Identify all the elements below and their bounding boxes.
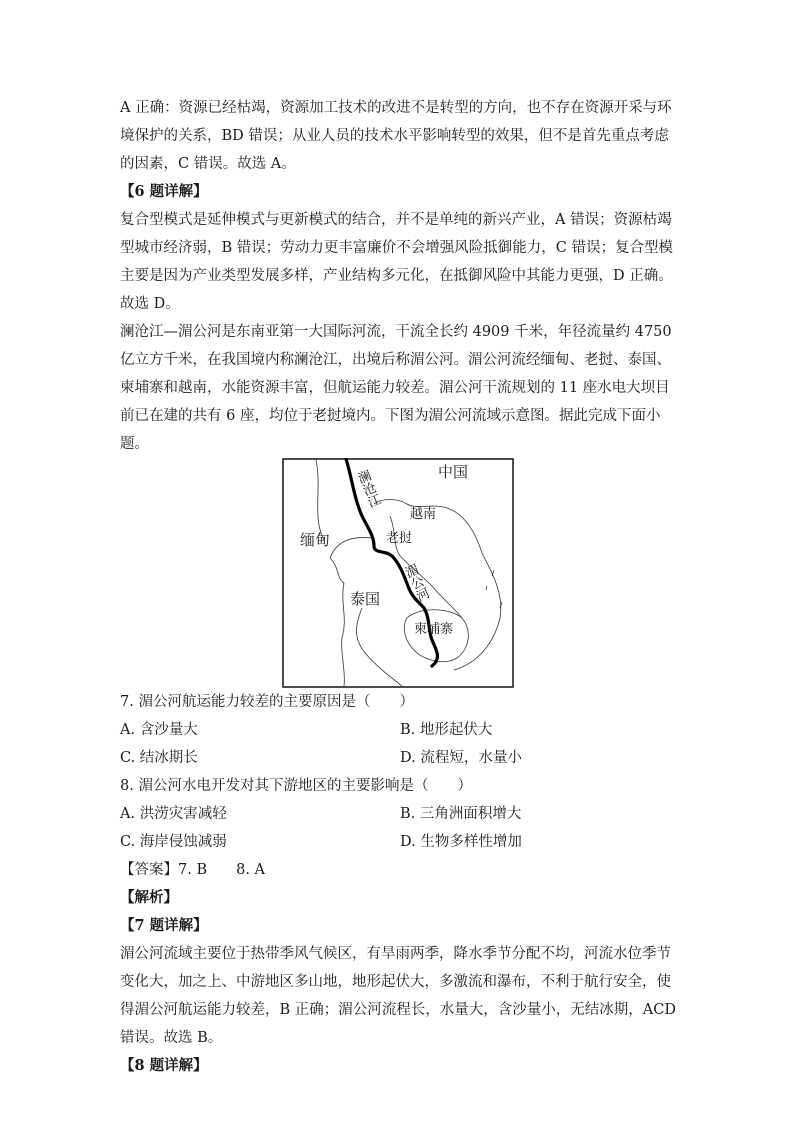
q8-heading: 【8 题详解】 <box>120 1057 208 1074</box>
map-drawing <box>282 458 514 688</box>
analysis-heading: 【解析】 <box>120 889 178 906</box>
label-cambodia: 柬埔寨 <box>414 622 454 637</box>
label-mekong-river: 湄公河 <box>400 562 431 605</box>
label-myanmar: 缅甸 <box>300 531 331 549</box>
label-vietnam: 越南 <box>410 507 437 522</box>
mekong-basin-map <box>282 458 514 688</box>
q7-stem: 7. 湄公河航运能力较差的主要原因是（ ） <box>120 694 414 710</box>
q7-explanation: 湄公河流域主要位于热带季风气候区，有旱雨两季，降水季节分配不均，河流水位季节变化大，加之上、中游地区多山地，地形起伏大，多激流和瀑布，不利于航行安全，使得湄公河航运能力较差，B 正确；湄公河流程长，水量大，含沙量小，无结冰期，ACD 错误。故选 B。 <box>120 946 676 1046</box>
label-laos: 老挝 <box>386 531 413 546</box>
q7-option-d: D. 流程短，水量小 <box>400 750 522 766</box>
answer-line: 【答案】7. B 8. A <box>120 862 266 878</box>
q8-option-b: B. 三角洲面积增大 <box>400 806 522 822</box>
intro-paragraph: 澜沧江—湄公河是东南亚第一大国际河流，干流全长约 4909 千米，年径流量约 4750 亿立方千米，在我国境内称澜沧江，出境后称湄公河。湄公河流经缅甸、老挝、泰国、柬埔寨和越南，水能资源丰富，但航运能力较差。湄公河干流规划的 11 座水电大坝目前已在建的共有 6 座，均位于老挝境内。下图为湄公河流域示意图。据此完成下面小题。 <box>120 324 672 452</box>
label-thailand: 泰国 <box>350 590 381 608</box>
q7-option-c: C. 结冰期长 <box>120 750 198 766</box>
q8-option-c: C. 海岸侵蚀减弱 <box>120 834 227 850</box>
q6-heading: 【6 题详解】 <box>120 183 208 200</box>
document-body <box>120 94 680 1080</box>
paragraph-q5-explanation: A 正确：资源已经枯竭，资源加工技术的改进不是转型的方向，也不存在资源开采与环境保护的关系，BD 错误；从业人员的技术水平影响转型的效果，但不是首先重点考虑的因素，C 错误。故选 A。 <box>120 100 672 172</box>
label-lancang-river: 澜沧江 <box>353 468 382 511</box>
q8-option-a: A. 洪涝灾害减轻 <box>120 806 227 822</box>
q8-option-d: D. 生物多样性增加 <box>400 834 522 850</box>
map-frame <box>283 459 513 687</box>
q7-option-a: A. 含沙量大 <box>120 722 198 738</box>
label-china: 中国 <box>438 463 469 481</box>
q8-options <box>120 800 680 856</box>
q7-options <box>120 716 680 772</box>
q8-stem: 8. 湄公河水电开发对其下游地区的主要影响是（ ） <box>120 778 472 794</box>
q7-option-b: B. 地形起伏大 <box>400 722 493 738</box>
q6-explanation: 复合型模式是延伸模式与更新模式的结合，并不是单纯的新兴产业，A 错误；资源枯竭型城市经济弱，B 错误；劳动力更丰富廉价不会增强风险抵御能力，C 错误；复合型模主要是因为产业类型发展多样，产业结构多元化，在抵御风险中其能力更强，D 正确。故选 D。 <box>120 212 673 312</box>
q7-heading: 【7 题详解】 <box>120 917 208 934</box>
